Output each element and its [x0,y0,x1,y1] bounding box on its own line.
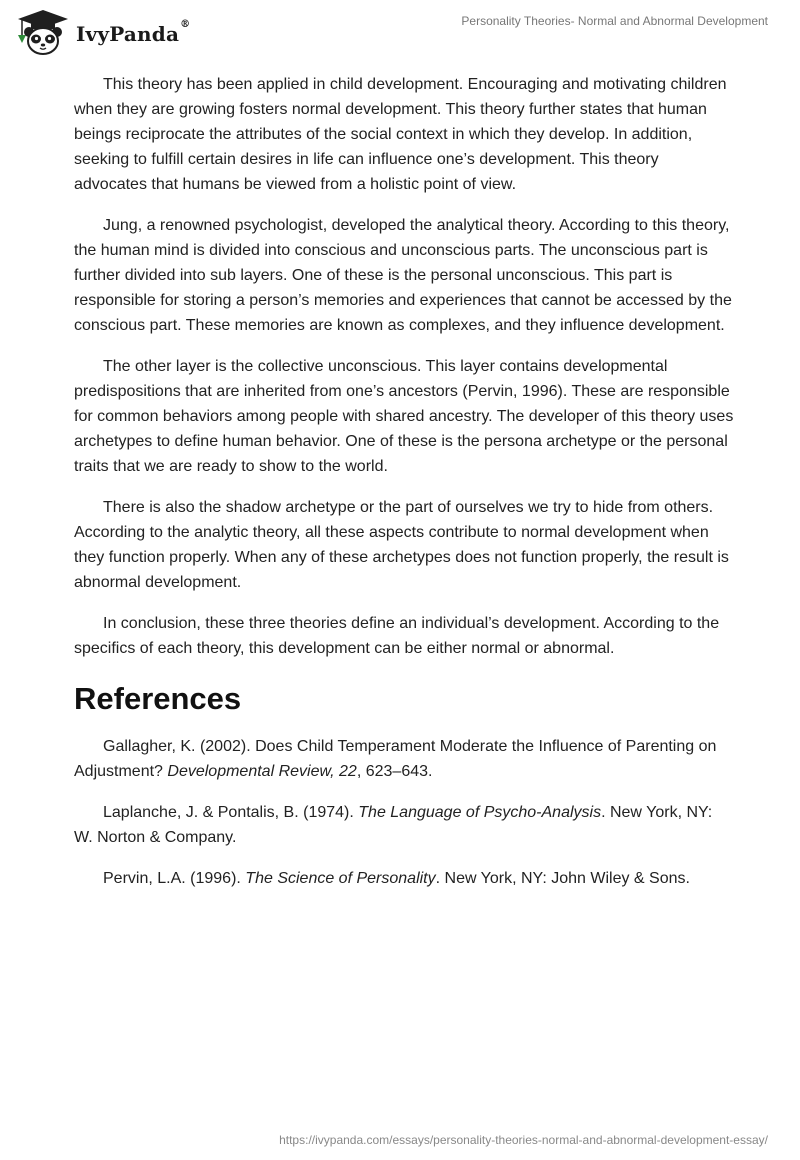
panda-graduate-icon [14,8,72,56]
references-heading: References [74,681,242,716]
essay-body [74,72,734,907]
paragraph: There is also the shadow archetype or the part of ourselves we try to hide from others. According to the analytic theory, all these aspects contribute to normal development when they function properly. When any of these archetypes does not function properly, the result is abnormal development. [74,499,729,591]
document-title: Personality Theories- Normal and Abnormal Development [461,14,768,28]
logo[interactable] [14,8,190,56]
registered-mark: ® [180,19,191,30]
paragraph: The other layer is the collective unconscious. This layer contains developmental predispositions that are inherited from one’s ancestors (Pervin, 1996). These are responsible for common behaviors among people with shared ancestry. The developer of this theory uses archetypes to define human behavior. One of these is the persona archetype or the personal traits that we are ready to show to the world. [74,358,734,475]
reference-item: Laplanche, J. & Pontalis, B. (1974). The Language of Psycho-Analysis. New York, NY: W. Norton & Company. [74,804,713,846]
reference-item: Pervin, L.A. (1996). The Science of Personality. New York, NY: John Wiley & Sons. [103,870,690,887]
paragraph: In conclusion, these three theories define an individual’s development. According to the specifics of each theory, this development can be either normal or abnormal. [74,615,720,657]
paragraph: Jung, a renowned psychologist, developed the analytical theory. According to this theory, the human mind is divided into conscious and unconscious parts. The unconscious part is further divided into sub layers. One of these is the personal unconscious. This part is responsible for storing a person’s memories and experiences that cannot be accessed by the conscious part. These memories are known as complexes, and they influence development. [74,217,732,334]
reference-item: Gallagher, K. (2002). Does Child Temperament Moderate the Influence of Parenting on Adjustment? Developmental Review, 22, 623–643. [74,738,717,780]
logo-text: IvyPanda® [76,19,191,46]
paragraph: This theory has been applied in child development. Encouraging and motivating children when they are growing fosters normal development. This theory further states that human beings reciprocate the attributes of the social context in which they develop. In addition, seeking to fulfill certain desires in life can influence one’s development. This theory advocates that humans be viewed from a holistic point of view. [74,76,727,193]
source-url-link[interactable]: https://ivypanda.com/essays/personality-theories-normal-and-abnormal-development-essay/ [279,1133,768,1147]
